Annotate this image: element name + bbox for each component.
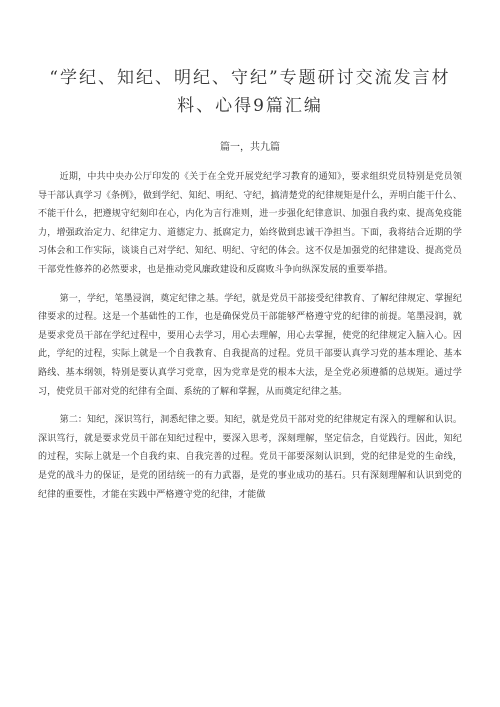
paragraph-second-point: 第二：知纪，深识笃行，洞悉纪律之要。知纪，就是党员干部对党的纪律规定有深入的理解和认识。深识笃行，就是要求党员干部在知纪过程中，要深入思考，深刻理解，坚定信念，自觉践行。因此，知纪的过程，实际上就是一个自我约束、自我完善的过程。党员干部要深刻认识到，党的纪律是党的生命线，是党的战斗力的保证，是党的团结统一的有力武器，是党的事业成功的基石。只有深刻理解和认识到党的纪律的重要性，才能在实践中严格遵守党的纪律，才能做 xyxy=(38,415,462,500)
document-title: “学纪、知纪、明纪、守纪”专题研讨交流发言材料、心得9篇汇编 xyxy=(49,68,451,116)
section-title: 篇一，共九篇 xyxy=(220,142,280,153)
paragraph-first-point: 第一，学纪，笔墨浸润，奠定纪律之基。学纪，就是党员干部接受纪律教育、了解纪律规定、掌握纪律要求的过程。这是一个基础性的工作，也是确保党员干部能够严格遵守党的纪律的前提。笔墨浸润，就是要求党员干部在学纪过程中，要用心去学习，用心去理解，用心去掌握，使党的纪律规定入脑入心。因此，学纪的过程，实际上就是一个自我教育、自我提高的过程。党员干部要认真学习党的基本理论、基本路线、基本纲领，特别是要认真学习党章，因为党章是党的根本大法，是全党必须遵循的总规矩。通过学习，使党员干部对党的纪律有全面、系统的了解和掌握，从而奠定纪律之基。 xyxy=(38,293,462,397)
paragraph-intro: 近期，中共中央办公厅印发的《关于在全党开展党纪学习教育的通知》，要求组织党员特别是党员领导干部认真学习《条例》，做到学纪、知纪、明纪、守纪，搞清楚党的纪律规矩是什么，弄明白能干什么、不能干什么，把遵规守纪刻印在心，内化为言行准则，进一步强化纪律意识、加强自我约束、提高免疫能力，增强政治定力、纪律定力、道德定力、抵腐定力，始终做到忠诚干净担当。下面，我将结合近期的学习体会和工作实际，谈谈自己对学纪、知纪、明纪、守纪的体会。这不仅是加强党的纪律建设、提高党员干部党性修养的必然要求，也是推动党风廉政建设和反腐败斗争向纵深发展的重要举措。 xyxy=(38,172,462,275)
